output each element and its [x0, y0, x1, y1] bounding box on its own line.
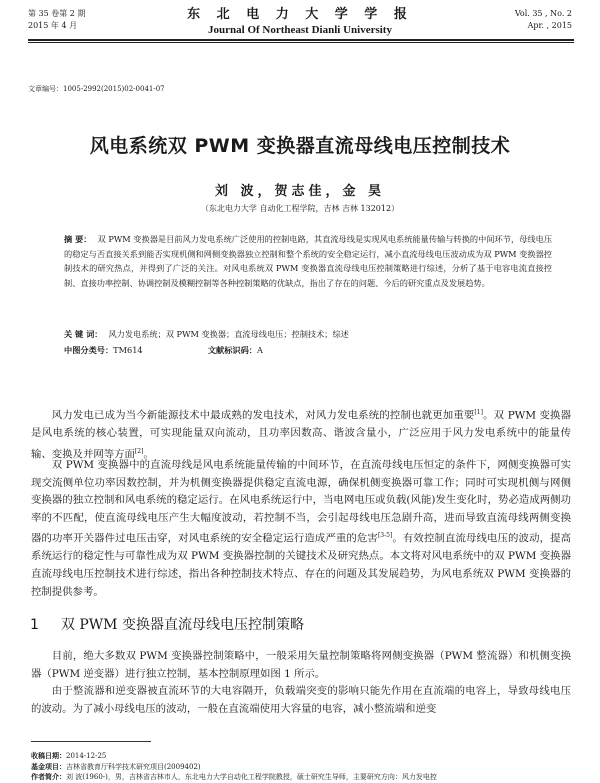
p3-second: 由于整流器和逆变器被直流环节的大电容隔开，负载端突变的影响只能先作用在直流端的电容上，导致母线电压的波动。为了减小母线电压的波动，一般在直流端使用大容量的电容，减小整流端和逆变 — [31, 685, 571, 715]
p3-first: 目前，绝大多数双 PWM 变换器控制策略中，一般采用矢量控制策略将网侧变换器（PWM 整流器）和机侧变换器（PWM 逆变器）进行独立控制，基本控制原理如图 1 所示。 — [31, 650, 571, 680]
author-text: 刘 波(1960-)，男，吉林省吉林市人，东北电力大学自动化工程学院教授，硕士研究生导师，主要研究方向：风力发电控 — [66, 773, 437, 781]
doc-code-value: A — [256, 345, 263, 355]
clc-value: TM614 — [113, 345, 143, 355]
date-cn: 2015 年 4 月 — [28, 21, 78, 30]
section-number: 1 — [30, 617, 39, 633]
footnote-author — [31, 772, 571, 783]
received-text: 2014-12-25 — [66, 752, 107, 760]
p2-text: 双 PWM 变换器中的直流母线是风电系统能量传输的中间环节，在直流母线电压恒定的条件下，网侧变换器可实现交流侧单位功率因数控制，并为机侧变换器提供稳定直流电源，确保机侧变换器可靠工作；同时可实现机侧与网侧变换器的独立控制和风电系统的稳定运行。在风电系统运行中，当电网电压或负载(风能)发生变化时，势必造成两侧功率的不匹配，使直流母线电压产生大幅度波动，若控制不当，会引起母线电压急剧升高，进而导致直流母线两侧变换器的功率开关器件过电压击穿，对风电系统的安全稳定运行造成严重的危害 — [31, 459, 571, 545]
doc-code-label: 文献标识码： — [207, 345, 257, 355]
abstract-text: 双 PWM 变换器是目前风力发电系统广泛使用的控制电路，其直流母线是实现风电系统能量传输与转换的中间环节，母线电压的稳定与否直接关系到能否实现机侧和网侧变换器独立控制和整个系统的安全稳定运行，减小直流母线电压波动成为双 PWM 变换器控制技术的研究热点，并得到了广泛的关注。对风电系统双 PWM 变换器直流母线电压控制策略进行综述，分析了基于电容电流直接控制、直接功率控制、协调控制及模糊控制等各种控制策略的优缺点，指出了存在的问题、今后的研究重点及发展趋势。 — [64, 234, 553, 288]
citation-2: [2] — [134, 447, 144, 455]
article-number: 文章编号：1005-2992(2015)02-0041-07 — [28, 85, 165, 93]
p1-text-cont: 。双 PWM 变换器是风电系统的核心装置，可实现能量双向流动，且功率因数高、谐波含量小，广泛应用于风力发电系统中的能量传输、变换及并网等方面 — [31, 409, 571, 461]
journal-title-en: Journal Of Northeast Dianli University — [208, 24, 392, 36]
section-heading — [30, 614, 304, 634]
abstract — [64, 232, 552, 290]
author-label: 作者简介： — [31, 772, 66, 781]
citation-3: [3-5] — [377, 532, 393, 540]
paragraph-3 — [31, 648, 571, 718]
footnotes — [31, 751, 571, 783]
classification — [64, 345, 263, 356]
affiliation: （东北电力大学 自动化工程学院，吉林 吉林 132012） — [200, 204, 400, 213]
date-en: Apr. , 2015 — [527, 21, 572, 30]
header-rule-top — [28, 39, 574, 41]
issue-cn: 第 35 卷第 2 期 — [28, 9, 86, 18]
citation-1: [1] — [474, 409, 483, 416]
footnote-rule — [31, 741, 151, 742]
p1-text: 风力发电已成为当今新能源技术中最成熟的发电技术，对风力发电系统的控制也就更加重要 — [51, 409, 475, 422]
keywords-text: 风力发电系统；双 PWM 变换器；直流母线电压；控制技术；综述 — [108, 329, 349, 339]
header-right — [515, 8, 572, 32]
paper-title: 风电系统双 PWM 变换器直流母线电压控制技术 — [89, 135, 511, 157]
keywords-label: 关 键 词： — [64, 329, 103, 339]
journal-title-cn: 东 北 电 力 大 学 学 报 — [187, 7, 413, 22]
authors: 刘 波，贺志佳，金 昊 — [214, 184, 386, 199]
keywords — [64, 329, 552, 340]
paragraph-2 — [31, 457, 571, 601]
received-label: 收稿日期： — [31, 751, 66, 760]
funding-label: 基金项目： — [31, 761, 66, 771]
header-rule-bottom — [28, 42, 574, 43]
clc-label: 中图分类号： — [64, 345, 114, 355]
footnote-received — [31, 751, 571, 762]
footnote-funding — [31, 762, 571, 773]
volume-en: Vol. 35 , No. 2 — [514, 9, 572, 18]
p2-text-cont: 。有效控制直流母线电压的波动，提高系统运行的稳定性与可靠性成为双 PWM 变换器控制的关键技术及研究热点。本文将对风电系统中的双 PWM 变换器直流母线电压控制技术进行综述，指出各种控制技术特点、存在的问题及其发展趋势，为风电系统双 PWM 变换器的控制提供参考。 — [31, 532, 572, 598]
paragraph-1 — [31, 404, 571, 464]
section-title: 双 PWM 变换器直流母线电压控制策略 — [60, 617, 304, 633]
funding-text: 吉林省教育厅科学技术研究项目(2009402) — [66, 762, 201, 771]
abstract-label: 摘 要： — [64, 234, 92, 244]
header-center — [0, 7, 600, 37]
p1-end: 。 — [143, 448, 154, 461]
